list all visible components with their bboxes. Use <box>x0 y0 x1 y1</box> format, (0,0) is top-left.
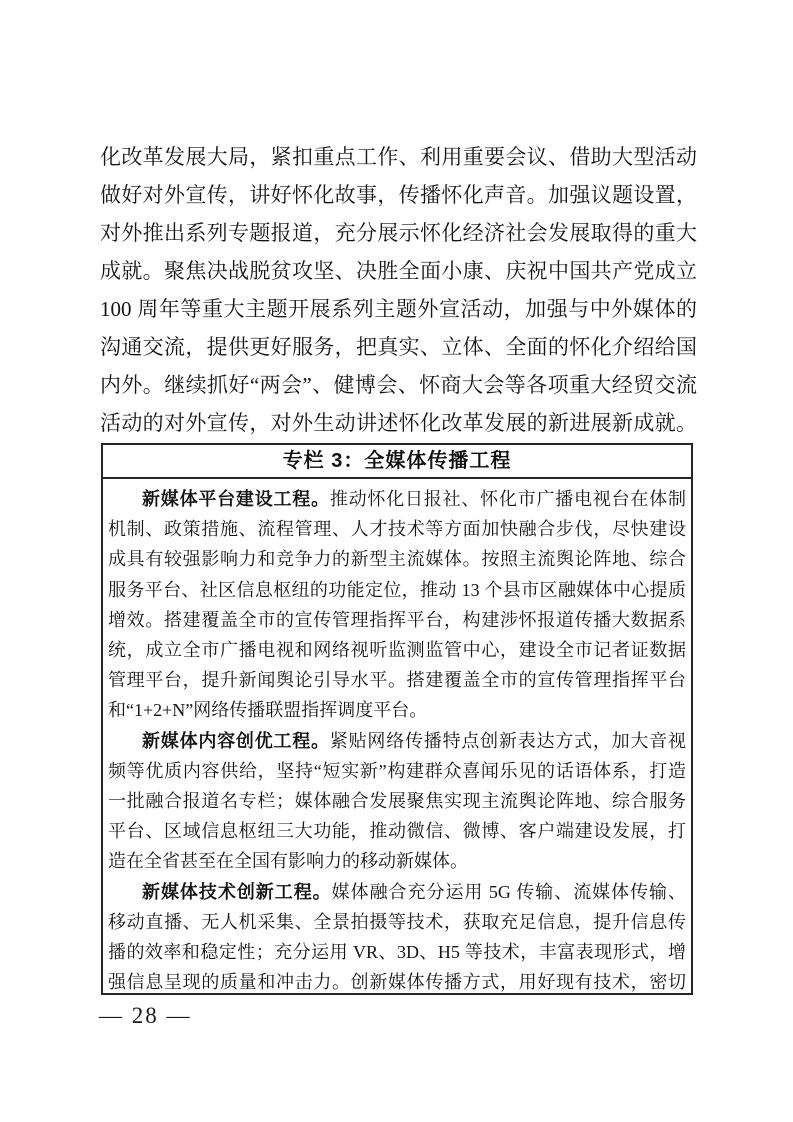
page-number: — 28 — <box>99 1003 192 1028</box>
panel-text-line <box>108 877 686 907</box>
panel-text-line: 成具有较强影响力和竞争力的新型主流媒体。按照主流舆论阵地、综合 <box>108 549 686 570</box>
panel-text-line <box>108 484 686 514</box>
body-text-line: 100 周年等重大主题开展系列主题外宣活动，加强与中外媒体的 <box>100 297 697 321</box>
panel-body <box>103 479 691 997</box>
paragraph-lead: 新媒体技术创新工程。 <box>142 881 332 902</box>
panel-text-line: 服务平台、社区信息枢纽的功能定位，推动 13 个县市区融媒体中心提质 <box>108 579 686 600</box>
body-text-line: 内外。继续抓好“两会”、健博会、怀商大会等各项重大经贸交流 <box>100 373 697 397</box>
panel-text-line: 一批融合报道名专栏；媒体融合发展聚焦实现主流舆论阵地、综合服务 <box>108 791 686 812</box>
panel-text-line: 和“1+2+N”网络传播联盟指挥调度平台。 <box>108 700 428 721</box>
panel-paragraph-content <box>108 726 686 877</box>
panel-text-line: 平台、区域信息枢纽三大功能，推动微信、微博、客户端建设发展，打 <box>108 821 686 842</box>
paragraph-lead: 新媒体内容创优工程。 <box>142 730 330 751</box>
paragraph-lead-rest: 紧贴网络传播特点创新表达方式，加大音视 <box>329 730 687 751</box>
panel-text-line: 造在全省甚至在全国有影响力的移动新媒体。 <box>108 851 468 872</box>
panel-text-line: 强信息呈现的质量和冲击力。创新媒体传播方式，用好现有技术，密切 <box>108 972 686 993</box>
paragraph-lead-rest: 媒体融合充分运用 5G 传输、流媒体传输、 <box>331 881 687 902</box>
panel-text-line: 增效。搭建覆盖全市的宣传管理指挥平台，构建涉怀报道传播大数据系 <box>108 609 686 630</box>
panel-text-line: 机制、政策措施、流程管理、人才技术等方面加快融合步伐，尽快建设 <box>108 519 686 540</box>
body-text-line: 沟通交流，提供更好服务，把真实、立体、全面的怀化介绍给国 <box>100 335 697 359</box>
panel-text-line <box>108 726 686 756</box>
panel-text-line: 播的效率和稳定性；充分运用 VR、3D、H5 等技术，丰富表现形式，增 <box>108 942 687 963</box>
paragraph-lead-rest: 推动怀化日报社、怀化市广播电视台在体制 <box>329 489 687 509</box>
paragraph-lead: 新媒体平台建设工程。 <box>142 489 330 509</box>
panel-title: 专栏 3：全媒体传播工程 <box>103 445 691 479</box>
panel-text-line: 移动直播、无人机采集、全景拍摄等技术，获取充足信息，提升信息传 <box>108 911 686 932</box>
panel-paragraph-technology <box>108 877 686 998</box>
special-column-panel <box>101 443 693 995</box>
body-text-line: 活动的对外宣传，对外生动讲述怀化改革发展的新进展新成就。 <box>100 411 697 435</box>
panel-text-line: 统，成立全市广播电视和网络视听监测监管中心，建设全市记者证数据 <box>108 640 686 661</box>
body-paragraph <box>100 138 697 442</box>
body-text-line: 对外推出系列专题报道，充分展示怀化经济社会发展取得的重大 <box>100 221 697 245</box>
panel-text-line: 管理平台，提升新闻舆论引导水平。搭建覆盖全市的宣传管理指挥平台 <box>108 670 686 691</box>
body-text-line: 化改革发展大局，紧扣重点工作、利用重要会议、借助大型活动 <box>100 145 697 169</box>
body-text-line: 做好对外宣传，讲好怀化故事，传播怀化声音。加强议题设置， <box>100 183 697 207</box>
body-text-line: 成就。聚焦决战脱贫攻坚、决胜全面小康、庆祝中国共产党成立 <box>100 259 697 283</box>
panel-text-line: 频等优质内容供给，坚持“短实新”构建群众喜闻乐见的话语体系，打造 <box>108 760 686 781</box>
panel-paragraph-platform <box>108 484 686 726</box>
